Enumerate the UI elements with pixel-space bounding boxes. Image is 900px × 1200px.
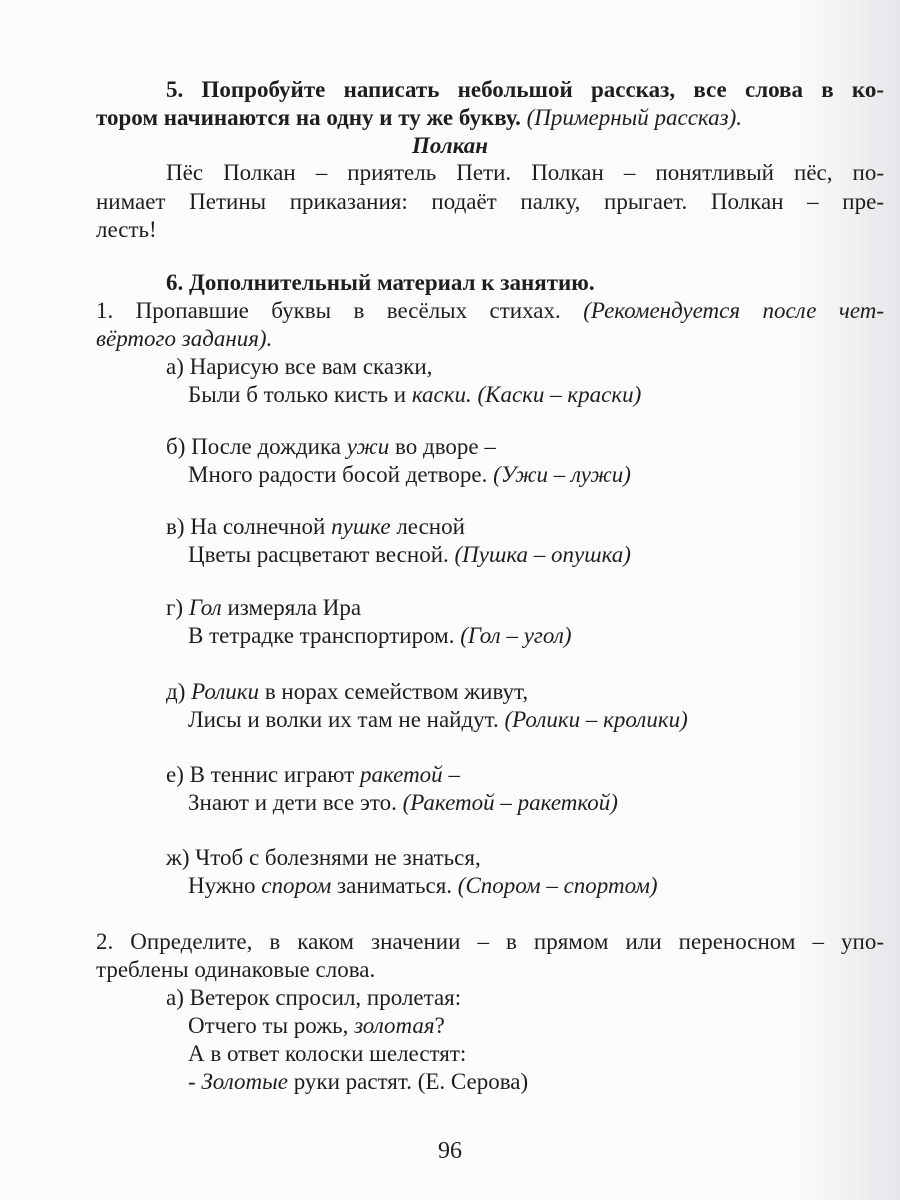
- poem-text: в норах семейством живут,: [259, 679, 529, 704]
- poem-text: Нужно: [188, 873, 262, 898]
- section5-heading-bold: тором начинаются на одну и ту же букву.: [96, 105, 521, 130]
- story-line: Пёс Полкан – приятель Пети. Полкан – понятливый пёс, по-: [166, 160, 884, 185]
- poem-answer: (Ужи – лужи): [493, 462, 631, 487]
- story-title: Полкан: [412, 133, 488, 158]
- task1-line1: [96, 296, 884, 326]
- poem-text: Отчего ты рожь,: [188, 1013, 355, 1038]
- poem-answer: (Гол – угол): [460, 623, 572, 648]
- poem-text: Были б только кисть и: [188, 382, 412, 407]
- poem-v-line2: [188, 540, 631, 570]
- task1-note-cont: вёртого задания).: [96, 326, 273, 351]
- page-number: 96: [438, 1138, 462, 1164]
- poem-d-line2: [188, 705, 688, 735]
- poem-d-line1: [166, 677, 528, 707]
- poem-text: ?: [434, 1013, 445, 1038]
- section6-heading: 6. Дополнительный материал к занятию.: [166, 270, 595, 295]
- poem-a-line2: [188, 380, 641, 410]
- task1-title: 1. Пропавшие буквы в весёлых стихах.: [96, 298, 561, 323]
- poem-answer: (Пушка – опушка): [454, 542, 631, 567]
- poem-missing-word: пушке: [331, 514, 391, 539]
- poem-missing-word: спором: [261, 873, 332, 898]
- task1-note: (Рекомендуется после чет-: [583, 298, 885, 323]
- story-line: лесть!: [96, 217, 157, 242]
- poem-text: а) Нарисую все вам сказки,: [166, 354, 433, 379]
- poem-text: –: [442, 762, 460, 787]
- task2-poem-line3: А в ответ колоски шелестят:: [188, 1041, 467, 1066]
- poem-text: В тетрадке транспортиром.: [188, 623, 461, 648]
- poem-answer: (Ролики – кролики): [504, 707, 688, 732]
- poem-text: -: [188, 1069, 202, 1094]
- task2-line1: 2. Определите, в каком значении – в прямом или переносном – упо-: [96, 929, 884, 954]
- poem-answer: (Ракетой – ракеткой): [402, 790, 618, 815]
- poem-text: лесной: [390, 514, 465, 539]
- task2-poem-line1: а) Ветерок спросил, пролетая:: [166, 985, 462, 1010]
- poem-b-line1: [166, 432, 496, 462]
- poem-text: д): [166, 679, 192, 704]
- poem-e-line1: [166, 760, 460, 790]
- poem-missing-word: каски.: [411, 382, 472, 407]
- poem-highlight-word: Золотые: [201, 1069, 288, 1094]
- section5-heading-line1: 5. Попробуйте написать небольшой рассказ, все слова в ко-: [166, 77, 884, 102]
- poem-missing-word: ракетой: [359, 762, 443, 787]
- section5-heading-note: (Примерный рассказ).: [526, 105, 742, 130]
- poem-text: е) В теннис играют: [166, 762, 360, 787]
- poem-text: во дворе –: [389, 434, 496, 459]
- poem-answer: (Спором – спортом): [457, 873, 658, 898]
- poem-zh-line2: [188, 871, 658, 901]
- poem-g-line1: [166, 593, 361, 623]
- poem-b-line2: [188, 460, 631, 490]
- poem-text: Цветы расцветают весной.: [188, 542, 455, 567]
- poem-text: ж) Чтоб с болезнями не знаться,: [166, 845, 481, 870]
- poem-g-line2: [188, 621, 572, 651]
- section5-heading-line2: [96, 103, 742, 133]
- poem-answer: (Каски – краски): [477, 382, 642, 407]
- poem-text: б) После дождика: [166, 434, 347, 459]
- poem-text: Много радости босой детворе.: [188, 462, 494, 487]
- poem-missing-word: Гол: [188, 595, 222, 620]
- poem-text: Знают и дети все это.: [188, 790, 403, 815]
- poem-zh-line1: [166, 843, 481, 873]
- poem-text: в) На солнечной: [166, 514, 332, 539]
- poem-a-line1: [166, 352, 432, 382]
- poem-highlight-word: золотая: [354, 1013, 435, 1038]
- task2-poem-line4: [188, 1067, 528, 1097]
- poem-text: г): [166, 595, 189, 620]
- poem-text: измеряла Ира: [221, 595, 362, 620]
- poem-text: заниматься.: [331, 873, 458, 898]
- story-line: нимает Петины приказания: подаёт палку, прыгает. Полкан – пре-: [96, 189, 884, 214]
- poem-text: Лисы и волки их там не найдут.: [188, 707, 505, 732]
- poem-missing-word: ужи: [346, 434, 390, 459]
- poem-text: руки растят. (Е. Серова): [287, 1069, 529, 1094]
- task2-line2: треблены одинаковые слова.: [96, 957, 376, 982]
- task2-poem-line2: [188, 1011, 445, 1041]
- poem-missing-word: Ролики: [191, 679, 260, 704]
- poem-e-line2: [188, 788, 618, 818]
- poem-v-line1: [166, 512, 465, 542]
